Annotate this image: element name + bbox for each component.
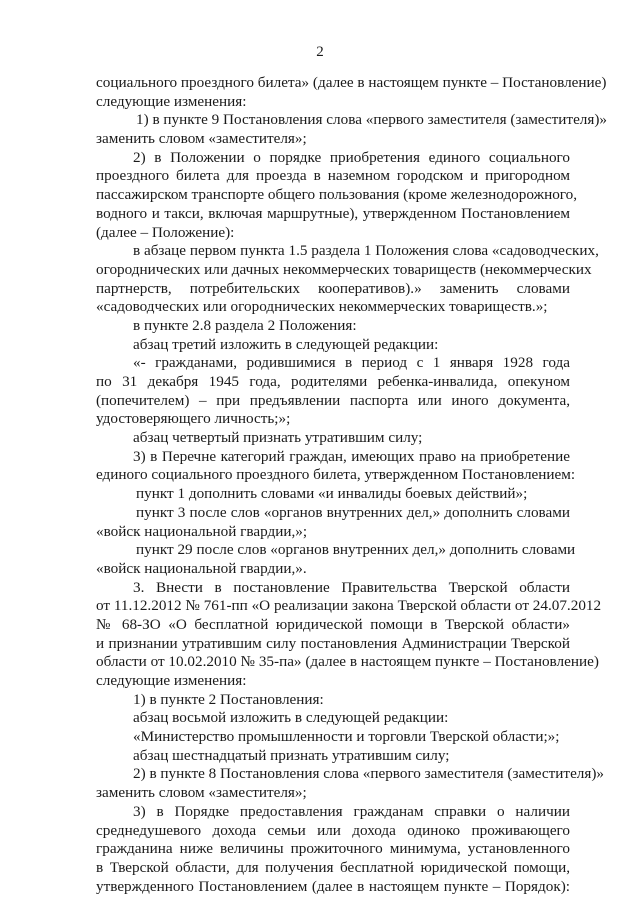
text-line: социального проездного билета» (далее в настоящем пункте – Постановление) — [96, 74, 607, 91]
text-line: 1) в пункте 9 Постановления слова «первого заместителя (заместителя)» — [136, 111, 608, 129]
text-line: водного и такси, включая маршрутные), утвержденном Постановлением — [96, 204, 570, 222]
text-line: 1) в пункте 2 Постановления: — [133, 690, 324, 708]
text-line: пункт 29 после слов «органов внутренних дел,» дополнить словами — [136, 541, 576, 559]
text-line: следующие изменения: — [96, 672, 247, 689]
text-line: по 31 декабря 1945 года, родителями ребенка-инвалида, опекуном — [96, 373, 570, 390]
text-line: 3) в Порядке предоставления гражданам справки о наличии — [133, 802, 570, 820]
text-line: «войск национальной гвардии,». — [96, 559, 307, 577]
page-number: 2 — [316, 44, 324, 60]
text-line: следующие изменения: — [96, 92, 247, 110]
text-line: огороднических или дачных некоммерческих товариществ (некоммерческих — [96, 260, 592, 278]
text-line: 2) в Положении о порядке приобретения единого социального — [133, 148, 570, 166]
text-line: 3. Внести в постановление Правительства Тверской области — [133, 578, 570, 596]
text-line: 3) в Перечне категорий граждан, имеющих право на приобретение — [133, 447, 570, 465]
text-line: «- гражданами, родившимися в период с 1 января 1928 года — [133, 354, 570, 372]
text-line: абзац четвертый признать утратившим силу; — [133, 429, 423, 447]
text-line: заменить словом «заместителя»; — [96, 784, 307, 802]
text-line: абзац шестнадцатый признать утратившим силу; — [133, 746, 450, 764]
text-line: среднедушевого дохода семьи или дохода одиноко проживающего — [96, 821, 570, 839]
text-line: пассажирском транспорте общего пользования (кроме железнодорожного, — [96, 186, 578, 204]
text-line: области от 10.02.2010 № 35-па» (далее в настоящем пункте – Постановление) — [96, 653, 599, 671]
text-line: проездного билета для проезда в наземном городском и пригородном — [96, 167, 570, 185]
text-line: в Тверской области, для получения бесплатной юридической помощи, — [96, 858, 570, 876]
text-line: в пункте 2.8 раздела 2 Положения: — [133, 316, 357, 334]
text-line: удостоверяющего личность;»; — [96, 410, 291, 428]
text-line: (попечителем) – при предъявлении паспорта или иного документа, — [96, 391, 570, 409]
text-line: абзац восьмой изложить в следующей редакции: — [133, 709, 449, 727]
text-line: в абзаце первом пункта 1.5 раздела 1 Положения слова «садоводческих, — [133, 242, 599, 260]
text-line: 2) в пункте 8 Постановления слова «первого заместителя (заместителя)» — [133, 765, 605, 783]
text-line: пункт 3 после слов «органов внутренних дел,» дополнить словами — [136, 503, 570, 521]
text-line: пункт 1 дополнить словами «и инвалиды боевых действий»; — [136, 485, 528, 503]
text-line: и признании утратившим силу постановления Администрации Тверской — [96, 634, 570, 652]
text-line: «войск национальной гвардии,»; — [96, 522, 308, 540]
text-line: от 11.12.2012 № 761-пп «О реализации закона Тверской области от 24.07.2012 — [96, 597, 602, 615]
document-body — [96, 74, 608, 896]
text-line: гражданина ниже величины прожиточного минимума, установленного — [96, 840, 570, 858]
text-line: № 68-ЗО «О бесплатной юридической помощи в Тверской области» — [96, 615, 570, 633]
text-line: заменить словом «заместителя»; — [96, 130, 307, 148]
text-line: утвержденного Постановлением (далее в настоящем пункте – Порядок): — [96, 877, 570, 895]
text-line: партнерств, потребительских кооперативов).» заменить словами — [96, 279, 570, 297]
text-line: абзац третий изложить в следующей редакции: — [133, 335, 439, 353]
text-line: единого социального проездного билета, утвержденном Постановлением: — [96, 466, 576, 484]
text-line: (далее – Положение): — [96, 223, 235, 241]
text-line: «Министерство промышленности и торговли Тверской области;»; — [133, 728, 560, 746]
text-line: «садоводческих или огороднических некоммерческих товариществ.»; — [96, 298, 548, 316]
